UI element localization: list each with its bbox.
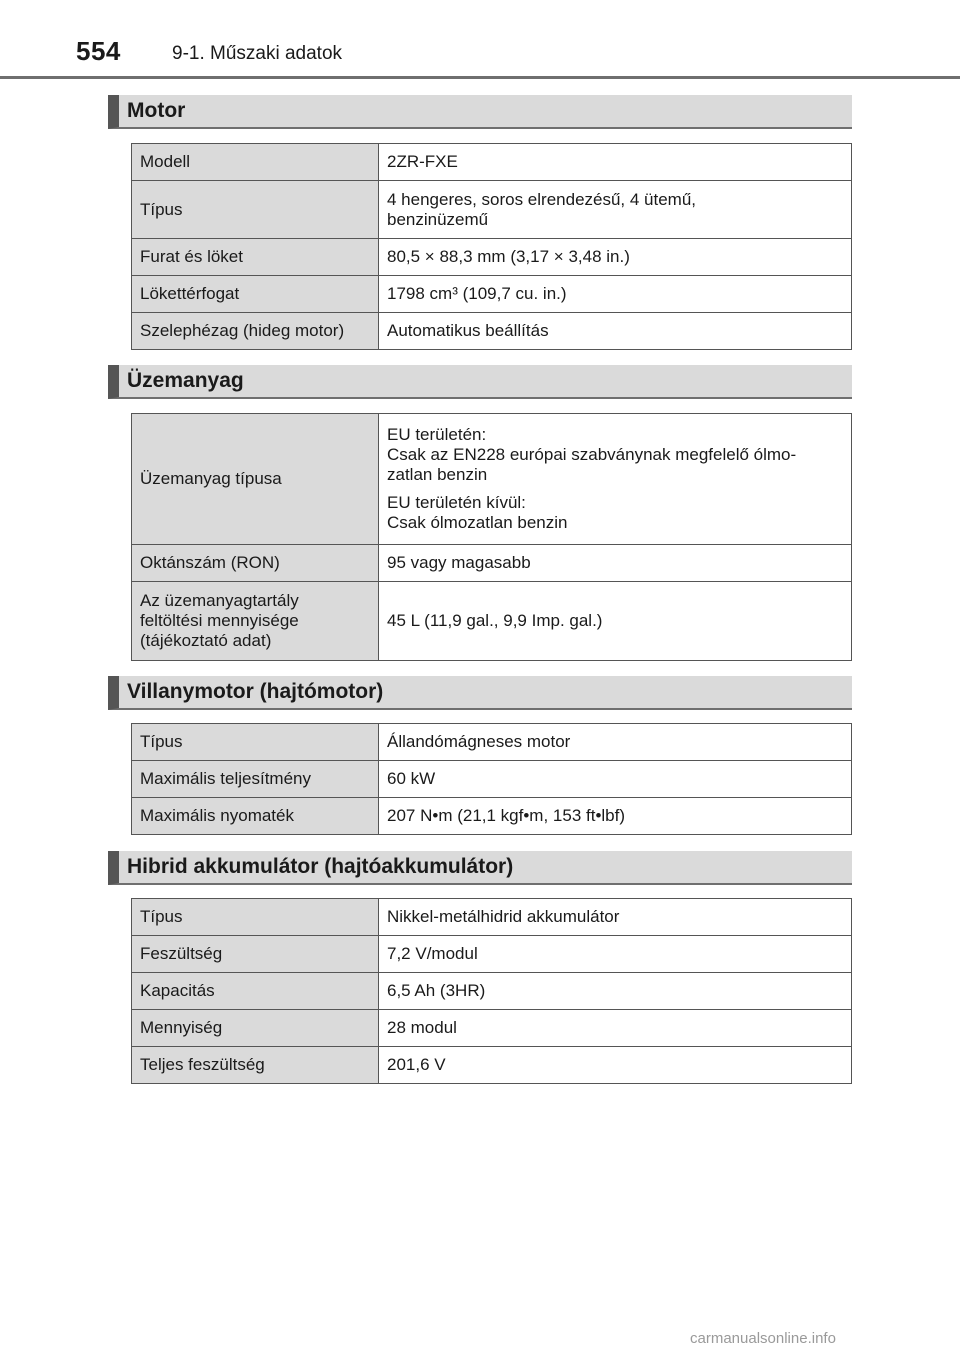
section-header-hybrid-battery (108, 851, 852, 885)
spec-label: Modell (132, 144, 379, 181)
spec-value: Nikkel-metálhidrid akkumulátor (379, 899, 852, 936)
spec-value: 207 N•m (21,1 kgf•m, 153 ft•lbf) (379, 798, 852, 835)
header-divider (0, 76, 960, 79)
spec-label: Mennyiség (132, 1010, 379, 1047)
spec-label: Üzemanyag típusa (132, 414, 379, 545)
table-row (132, 761, 852, 798)
table-row (132, 936, 852, 973)
spec-value: 60 kW (379, 761, 852, 798)
table-row (132, 724, 852, 761)
spec-value: 28 modul (379, 1010, 852, 1047)
page-header (0, 0, 960, 80)
spec-label: Teljes feszültség (132, 1047, 379, 1084)
spec-value: 6,5 Ah (3HR) (379, 973, 852, 1010)
spec-label: Típus (132, 181, 379, 239)
spec-label: Az üzemanyagtartály feltöltési mennyisége (tájékoztató adat) (132, 582, 379, 661)
spec-label: Szelephézag (hideg motor) (132, 313, 379, 350)
section-header-motor (108, 95, 852, 129)
spec-label: Feszültség (132, 936, 379, 973)
table-row (132, 181, 852, 239)
table-row (132, 276, 852, 313)
table-row (132, 414, 852, 545)
section-header-fuel (108, 365, 852, 399)
section-title: Üzemanyag (127, 369, 244, 392)
spec-value-paragraph: EU területén kívül: Csak ólmozatlan benzin (387, 493, 568, 532)
spec-label: Oktánszám (RON) (132, 545, 379, 582)
spec-value: 80,5 × 88,3 mm (3,17 × 3,48 in.) (379, 239, 852, 276)
table-row (132, 1047, 852, 1084)
section-title: Villanymotor (hajtómotor) (127, 680, 384, 703)
spec-value-paragraph: EU területén: Csak az EN228 európai szabványnak megfelelő ólmo- zatlan benzin (387, 425, 797, 484)
spec-label: Maximális teljesítmény (132, 761, 379, 798)
table-row (132, 1010, 852, 1047)
spec-value: 201,6 V (379, 1047, 852, 1084)
spec-value: 7,2 V/modul (379, 936, 852, 973)
spec-label: Kapacitás (132, 973, 379, 1010)
spec-value (379, 414, 852, 545)
table-row (132, 545, 852, 582)
spec-table-fuel (131, 413, 852, 661)
spec-value: 1798 cm³ (109,7 cu. in.) (379, 276, 852, 313)
table-row (132, 144, 852, 181)
table-row (132, 899, 852, 936)
spec-table-hybrid-battery (131, 898, 852, 1084)
spec-value: Állandómágneses motor (379, 724, 852, 761)
chapter-title: 9-1. Műszaki adatok (172, 43, 343, 64)
spec-label: Típus (132, 724, 379, 761)
section-title: Motor (127, 99, 186, 122)
spec-value: Automatikus beállítás (379, 313, 852, 350)
section-header-electric-motor (108, 676, 852, 710)
table-row (132, 798, 852, 835)
spec-label: Maximális nyomaték (132, 798, 379, 835)
spec-value: 45 L (11,9 gal., 9,9 Imp. gal.) (379, 582, 852, 661)
table-row (132, 239, 852, 276)
page-number: 554 (76, 36, 121, 66)
spec-value: 95 vagy magasabb (379, 545, 852, 582)
spec-value: 2ZR-FXE (379, 144, 852, 181)
spec-table-motor (131, 143, 852, 350)
spec-label: Típus (132, 899, 379, 936)
table-row (132, 313, 852, 350)
table-row (132, 973, 852, 1010)
watermark: carmanualsonline.info (690, 1330, 836, 1347)
spec-label: Furat és löket (132, 239, 379, 276)
spec-label: Lökettérfogat (132, 276, 379, 313)
table-row (132, 582, 852, 661)
spec-table-electric-motor (131, 723, 852, 835)
spec-value: 4 hengeres, soros elrendezésű, 4 ütemű, benzinüzemű (379, 181, 852, 239)
section-title: Hibrid akkumulátor (hajtóakkumulátor) (127, 855, 514, 878)
